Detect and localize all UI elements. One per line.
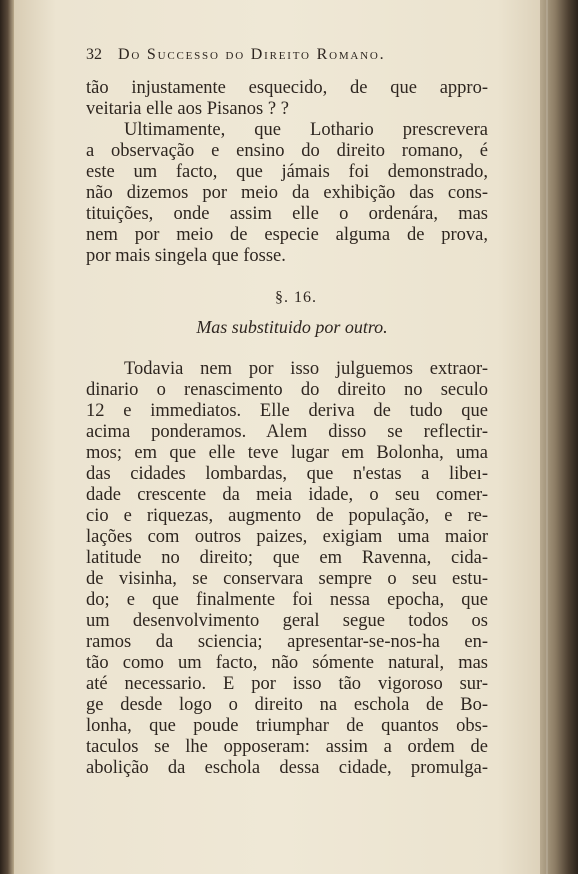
text-line: tão como um facto, não sómente natural, mas [86, 653, 488, 673]
text-line: lações com outros paizes, exigiam uma maior [86, 527, 488, 547]
text-line: tituições, onde assim elle o ordenára, mas [86, 204, 488, 224]
text-line: um desenvolvimento geral segue todos os [86, 611, 488, 631]
book-binding [0, 0, 14, 874]
text-line: por mais singela que fosse. [86, 246, 286, 266]
paragraph-3 [86, 359, 488, 779]
text-line: não dizemos por meio da exhibição das cons- [86, 183, 488, 203]
page-text [86, 46, 488, 779]
text-line: Todavia nem por isso julguemos extraor- [124, 359, 488, 379]
text-line: a observação e ensino do direito romano, é [86, 141, 488, 161]
text-line: dinario o renascimento do direito no seculo [86, 380, 488, 400]
paragraph-1 [86, 78, 488, 120]
text-line: 12 e immediatos. Elle deriva de tudo que [86, 401, 488, 421]
text-line: veitaria elle aos Pisanos ? ? [86, 99, 289, 119]
text-line: tão injustamente esquecido, de que appro- [86, 78, 488, 98]
section-number: §. 16. [275, 289, 317, 306]
text-line: este um facto, que jámais foi demonstrado, [86, 162, 488, 182]
text-line: Ultimamente, que Lothario prescrevera [124, 120, 488, 140]
page-header [86, 46, 488, 78]
text-line: cio e riquezas, augmento de população, e re- [86, 506, 488, 526]
text-line: do; e que finalmente foi nessa epocha, que [86, 590, 488, 610]
text-line: acima ponderamos. Alem disso se reflectir- [86, 422, 488, 442]
text-line: latitude no direito; que em Ravenna, cida- [86, 548, 488, 568]
text-line: até necessario. E por isso tão vigoroso sur- [86, 674, 488, 694]
paragraph-2 [86, 120, 488, 267]
page-number: 32 [86, 46, 102, 63]
text-line: ge desde logo o direito na escholа de Bo- [86, 695, 488, 715]
text-line: dade crescente da meia idade, o seu comer- [86, 485, 488, 505]
text-line: nem por meio de especie alguma de prova, [86, 225, 488, 245]
text-line: de visinha, se conservara sempre o seu estu- [86, 569, 488, 589]
page-edge [540, 0, 578, 874]
running-title: Do Successo do Direito Romano. [118, 46, 386, 63]
text-line: ramos da sciencia; apresentar-se-nos-ha en- [86, 632, 488, 652]
text-line: mos; em que elle teve lugar em Bolonha, uma [86, 443, 488, 463]
text-line: taculos se lhe opposeram: assim a ordem de [86, 737, 488, 757]
text-line: abolição da eschola dessa cidade, promulga- [86, 758, 488, 778]
text-line: lonha, que poude triumphar de quantos obs- [86, 716, 488, 736]
section-title: Mas substituido por outro. [196, 317, 388, 337]
text-line: das cidades lombardas, que n'estas a libeı- [86, 464, 488, 484]
